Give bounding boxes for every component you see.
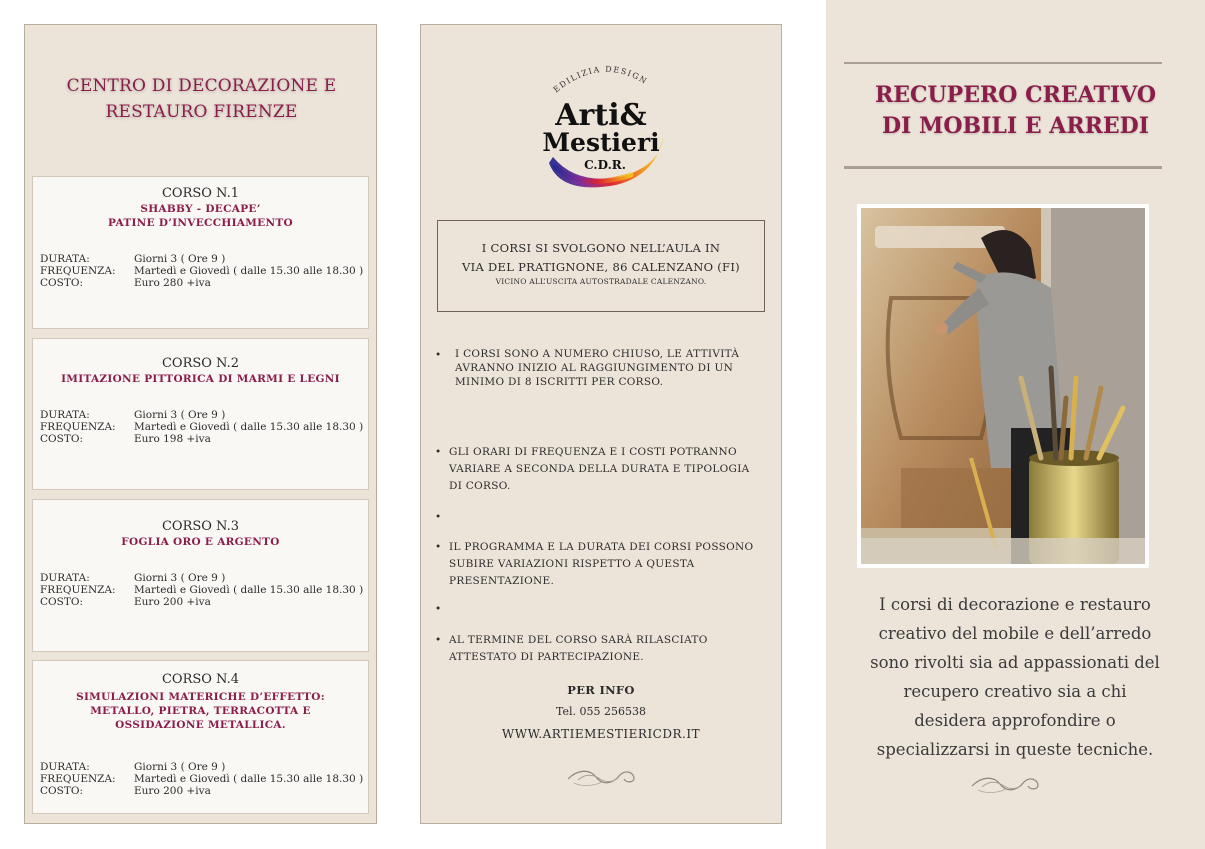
costo-value: Euro 200 +iva: [134, 596, 211, 608]
left-panel-title: [25, 73, 378, 125]
durata-value: Giorni 3 ( Ore 9 ): [134, 409, 226, 421]
costo-row: [40, 596, 364, 608]
flourish-ornament-icon: [968, 774, 1042, 800]
address-line-1: I CORSI SI SVOLGONO NELL’AULA IN: [481, 241, 721, 255]
course-subtitle: [33, 372, 368, 386]
costo-label: COSTO:: [40, 433, 83, 445]
costo-row: [40, 785, 364, 797]
description-line: I corsi di decorazione e restauro: [879, 595, 1151, 614]
course-subtitle: [33, 690, 368, 732]
right-title-line-1: RECUPERO CREATIVO: [874, 82, 1157, 108]
arti-mestieri-logo: [521, 45, 681, 195]
logo-line-2: Mestieri: [542, 128, 660, 157]
costo-value: Euro 280 +iva: [134, 277, 211, 289]
description-line: specializzarsi in queste tecniche.: [876, 740, 1154, 759]
course-card-1: [32, 176, 369, 329]
bullet-line: AL TERMINE DEL CORSO SARÀ RILASCIATO: [449, 634, 708, 646]
frequenza-label: FREQUENZA:: [40, 265, 116, 277]
logo-graphic: [521, 45, 681, 195]
course-heading: CORSO N.4: [161, 672, 240, 687]
right-description: [840, 590, 1190, 764]
right-panel: [826, 0, 1205, 849]
frequenza-value: Martedì e Giovedì ( dalle 15.30 alle 18.30 ): [134, 584, 364, 596]
description-line: recupero creativo sia a chi: [903, 682, 1127, 701]
course-subtitle-line: SIMULAZIONI MATERICHE D’EFFETTO:: [76, 691, 325, 703]
course-subtitle: [33, 535, 368, 549]
bullet-line: IL PROGRAMMA E LA DURATA DEI CORSI POSSONO: [449, 541, 754, 553]
left-title-line-1: CENTRO DI DECORAZIONE E: [66, 76, 337, 96]
right-title-line-2: DI MOBILI E ARREDI: [881, 113, 1150, 139]
logo-line-1: Arti&: [555, 98, 647, 133]
durata-value: Giorni 3 ( Ore 9 ): [134, 761, 226, 773]
description-line: desidera approfondire o: [914, 711, 1116, 730]
description-line: sono rivolti sia ad appassionati del: [870, 653, 1160, 672]
bullet-line: I CORSI SONO A NUMERO CHIUSO, LE ATTIVITÀ: [455, 348, 740, 360]
costo-label: COSTO:: [40, 596, 83, 608]
course-details: [40, 253, 364, 289]
costo-value: Euro 200 +iva: [134, 785, 211, 797]
course-subtitle: [33, 202, 368, 230]
course-card-2: [32, 338, 369, 490]
bullet-line: SUBIRE VARIAZIONI RISPETTO A QUESTA: [449, 558, 695, 570]
course-subtitle-line: FOGLIA ORO E ARGENTO: [121, 536, 280, 548]
frequenza-value: Martedì e Giovedì ( dalle 15.30 alle 18.30 ): [134, 773, 364, 785]
left-title-line-2: RESTAURO FIRENZE: [105, 102, 298, 122]
frequenza-label: FREQUENZA:: [40, 584, 116, 596]
durata-label: DURATA:: [40, 253, 90, 265]
course-subtitle-line: METALLO, PIETRA, TERRACOTTA E: [90, 705, 311, 717]
costo-label: COSTO:: [40, 785, 83, 797]
bullet-item-4: [435, 539, 765, 590]
middle-panel: [420, 24, 782, 824]
course-heading: CORSO N.2: [161, 356, 240, 371]
durata-label: DURATA:: [40, 409, 90, 421]
left-panel: [24, 24, 377, 824]
costo-row: [40, 277, 364, 289]
info-phone: Tel. 055 256538: [556, 705, 646, 718]
bullet-icon: •: [435, 634, 442, 646]
course-heading: CORSO N.3: [161, 519, 240, 534]
course-card-3: [32, 499, 369, 652]
course-details: [40, 761, 364, 797]
bullet-icon: •: [435, 511, 442, 523]
frequenza-row: [40, 265, 364, 277]
restorer-photo-illustration: [861, 208, 1145, 564]
bullet-line: MINIMO DI 8 ISCRITTI PER CORSO.: [455, 376, 664, 388]
durata-label: DURATA:: [40, 572, 90, 584]
bullet-line: PRESENTAZIONE.: [449, 575, 555, 587]
bullet-item-6: [435, 632, 765, 666]
durata-row: [40, 761, 364, 773]
course-subtitle-line: PATINE D’INVECCHIAMENTO: [108, 217, 293, 229]
costo-row: [40, 433, 364, 445]
frequenza-value: Martedì e Giovedì ( dalle 15.30 alle 18.30 ): [134, 265, 364, 277]
course-subtitle-line: SHABBY - DECAPE’: [140, 203, 261, 215]
frequenza-row: [40, 773, 364, 785]
logo-line-3: C.D.R.: [584, 158, 626, 172]
bullet-icon: •: [435, 349, 442, 361]
info-heading: PER INFO: [567, 683, 635, 697]
top-divider: [844, 62, 1162, 64]
durata-label: DURATA:: [40, 761, 90, 773]
course-subtitle-line: OSSIDAZIONE METALLICA.: [115, 719, 286, 731]
course-subtitle-line: IMITAZIONE PITTORICA DI MARMI E LEGNI: [61, 373, 340, 385]
frequenza-label: FREQUENZA:: [40, 421, 116, 433]
bullet-icon: •: [435, 541, 442, 553]
frequenza-row: [40, 584, 364, 596]
bullet-line: ATTESTATO DI PARTECIPAZIONE.: [449, 651, 644, 663]
costo-value: Euro 198 +iva: [134, 433, 211, 445]
description-line: creativo del mobile e dell’arredo: [878, 624, 1152, 643]
address-box: [437, 220, 765, 312]
bullet-line: DI CORSO.: [449, 480, 511, 492]
logo-arc-text: EDILIZIA DESIGN: [551, 64, 650, 95]
bullet-icon: •: [435, 603, 442, 615]
course-heading: CORSO N.1: [161, 186, 240, 201]
durata-row: [40, 572, 364, 584]
course-details: [40, 409, 364, 445]
frequenza-value: Martedì e Giovedì ( dalle 15.30 alle 18.30 ): [134, 421, 364, 433]
frequenza-label: FREQUENZA:: [40, 773, 116, 785]
address-line-3: VICINO ALL’USCITA AUTOSTRADALE CALENZANO.: [495, 277, 707, 286]
address-line-2: VIA DEL PRATIGNONE, 86 CALENZANO (FI): [462, 260, 740, 274]
bullet-line: AVRANNO INIZIO AL RAGGIUNGIMENTO DI UN: [455, 362, 734, 374]
workshop-photo: [857, 204, 1149, 568]
durata-value: Giorni 3 ( Ore 9 ): [134, 253, 226, 265]
flourish-ornament-icon: [564, 767, 638, 793]
right-panel-title: [826, 80, 1205, 142]
info-website: WWW.ARTIEMESTIERICDR.IT: [501, 727, 701, 741]
durata-value: Giorni 3 ( Ore 9 ): [134, 572, 226, 584]
bullet-line: GLI ORARI DI FREQUENZA E I COSTI POTRANNO: [449, 446, 737, 458]
costo-label: COSTO:: [40, 277, 83, 289]
bullet-item-1: [435, 347, 765, 389]
frequenza-row: [40, 421, 364, 433]
bullet-item-2: [435, 444, 765, 495]
bullet-icon: •: [435, 446, 442, 458]
course-details: [40, 572, 364, 608]
durata-row: [40, 409, 364, 421]
bottom-divider: [844, 166, 1162, 169]
course-card-4: [32, 660, 369, 814]
durata-row: [40, 253, 364, 265]
bullet-line: VARIARE A SECONDA DELLA DURATA E TIPOLOGIA: [449, 463, 750, 475]
